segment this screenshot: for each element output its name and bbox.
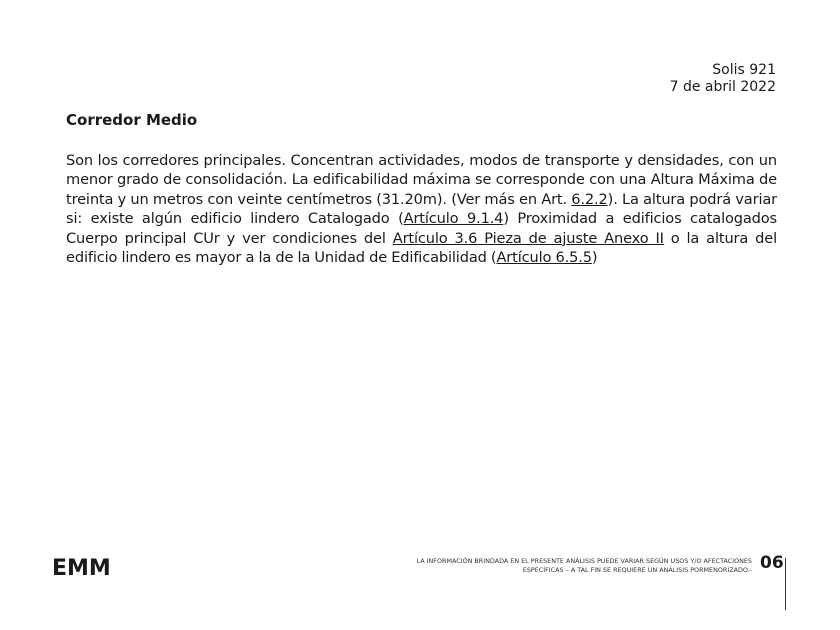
disclaimer-line: ESPECÍFICAS – A TAL FIN SE REQUIERE UN ANÁLISIS PORMENORIZADO.- [522,566,752,574]
document-header [670,62,776,96]
link-art-9-1-4[interactable]: Artículo 9.1.4 [403,210,504,228]
emm-logo: EMM [52,556,111,581]
page-number: 06 [760,553,784,573]
paragraph-text: ) [591,249,598,267]
link-art-3-6[interactable]: Artículo 3.6 Pieza de ajuste Anexo II [392,229,664,247]
paragraph-text: Son los corredores principales. Concentran actividades, modos de transporte y densidades, con un menor grado de consolidación. La edificabilidad máxima se corresponde con una Altura Máxima de treinta y un metros con veinte centímetros (31.20m). (Ver más en Art. [66,152,777,208]
paragraph-text: o la altura del edificio lindero es mayor a la de la Unidad de Edificabilidad ( [66,229,778,267]
date: 7 de abril 2022 [669,79,776,95]
section-title: Corredor Medio [66,111,198,129]
address: Solis 921 [712,62,776,78]
section-paragraph [66,151,777,267]
disclaimer-line: LA INFORMACIÓN BRINDADA EN EL PRESENTE ANÁLISIS PUEDE VARIAR SEGÚN USOS Y/O AFECTACIONES [416,557,752,565]
paragraph-text: ) Proximidad a edificios catalogados Cuerpo principal CUr y ver condiciones del [66,210,778,247]
paragraph-text: ). La altura podrá variar si: existe algún edificio lindero Catalogado ( [66,190,777,228]
divider-line [785,558,786,610]
disclaimer [332,557,752,575]
link-art-6-5-5[interactable]: Artículo 6.5.5 [496,249,592,267]
link-art-6-2-2[interactable]: 6.2.2 [571,190,608,208]
